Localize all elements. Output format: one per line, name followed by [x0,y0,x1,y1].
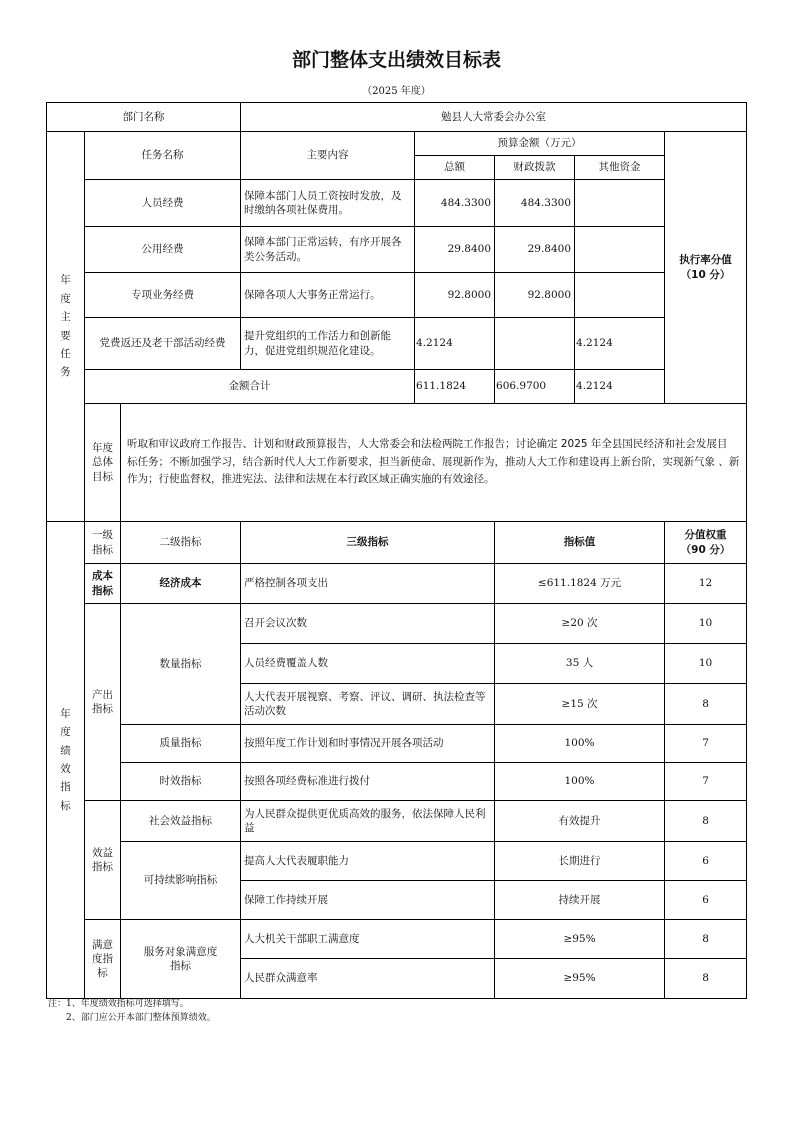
indicator-level3: 召开会议次数 [241,604,495,644]
output-level1 [85,604,121,801]
indicator-level3: 提高人大代表履职能力 [241,842,495,881]
goal-label [85,404,121,522]
indicator-row [47,604,747,644]
col-indicator-value: 指标值 [495,522,665,564]
indicator-weight: 10 [665,604,747,644]
task-fiscal: 484.3300 [495,180,575,227]
task-row [47,180,747,227]
benefit-level1-text: 效益 指标 [92,846,113,873]
col-budget-amount: 预算金额（万元） [415,132,665,156]
task-fiscal: 92.8000 [495,273,575,318]
indicator-value: 35 人 [495,644,665,684]
cost-level1 [85,564,121,604]
sum-fiscal: 606.9700 [495,370,575,404]
footnote: 注：1、年度绩效指标可选择填写。 [48,999,189,1009]
satisfaction-level2-text: 服务对象满意度 指标 [143,945,218,972]
task-row [47,227,747,273]
task-other [575,180,665,227]
indicator-row [47,725,747,763]
indicator-weight: 7 [665,763,747,801]
indicator-value: 有效提升 [495,801,665,842]
indicator-level3: 保障工作持续开展 [241,881,495,920]
col-fiscal: 财政拨款 [495,156,575,180]
indicator-level3: 为人民群众提供更优质高效的服务，依法保障人民利益 [241,801,495,842]
quantity-level2: 数量指标 [121,604,241,725]
sum-total: 611.1824 [415,370,495,404]
indicator-level3: 按照各项经费标准进行拨付 [241,763,495,801]
indicator-level3: 人员经费覆盖人数 [241,644,495,684]
indicator-weight: 10 [665,644,747,684]
cost-row [47,564,747,604]
satisfaction-level2 [121,920,241,999]
benefit-level1 [85,801,121,920]
col-level1-text: 一级 指标 [92,529,113,556]
task-content: 保障本部门人员工资按时发放，及时缴纳各项社保费用。 [241,180,415,227]
social-level2: 社会效益指标 [121,801,241,842]
output-level1-text: 产出 指标 [92,688,113,715]
task-total: 92.8000 [415,273,495,318]
indicator-row [47,763,747,801]
indicator-value: 100% [495,763,665,801]
task-row [47,318,747,370]
task-name: 人员经费 [85,180,241,227]
task-sum-row [47,370,747,404]
timeliness-level2: 时效指标 [121,763,241,801]
task-content: 保障本部门正常运转，有序开展各类公务活动。 [241,227,415,273]
goal-label-text: 年度 总体 目标 [92,442,113,483]
indicator-value: 持续开展 [495,881,665,920]
task-name: 专项业务经费 [85,273,241,318]
task-content: 保障各项人大事务正常运行。 [241,273,415,318]
indicator-level3: 人大机关干部职工满意度 [241,920,495,959]
task-name: 党费返还及老干部活动经费 [85,318,241,370]
task-total: 4.2124 [415,318,495,370]
indicator-value: ≥95% [495,959,665,999]
cost-weight: 12 [665,564,747,604]
tasks-section-text: 年 度 主 要 任 务 [60,274,71,379]
indicator-row [47,801,747,842]
dept-row [47,103,747,132]
indicators-section-label [47,522,85,999]
performance-table [46,102,747,999]
col-other: 其他资金 [575,156,665,180]
goal-row [47,404,747,522]
indicator-value: ≥20 次 [495,604,665,644]
task-fiscal: 29.8400 [495,227,575,273]
indicator-weight: 6 [665,842,747,881]
indicator-weight: 8 [665,920,747,959]
indicator-weight: 7 [665,725,747,763]
tasks-header-row [47,132,747,156]
exec-rate-label [665,132,747,404]
indicator-level3: 按照年度工作计划和时事情况开展各项活动 [241,725,495,763]
col-level1 [85,522,121,564]
satisfaction-level1-text: 满意 度指 标 [92,938,113,980]
footnote: 2、部门应公开本部门整体预算绩效。 [66,1012,216,1023]
footnotes [48,998,216,1026]
page-title: 部门整体支出绩效目标表 [291,49,501,71]
indicator-value: 100% [495,725,665,763]
sum-label: 金额合计 [85,370,415,404]
indicators-section-text: 年 度 绩 效 指 标 [60,707,71,812]
sustain-level2: 可持续影响指标 [121,842,241,920]
task-content: 提升党组织的工作活力和创新能 力，促进党组织规范化建设。 [241,318,415,370]
col-main-content: 主要内容 [241,132,415,180]
indicator-value: ≥15 次 [495,684,665,725]
cost-level2: 经济成本 [121,564,241,604]
cost-value: ≤611.1824 万元 [495,564,665,604]
tasks-section-label [47,132,85,522]
task-other [575,227,665,273]
col-total: 总额 [415,156,495,180]
exec-rate-text: 执行率分值 （10 分） [679,254,732,281]
task-other: 4.2124 [575,318,665,370]
dept-name: 勉县人大常委会办公室 [241,103,747,132]
col-weight-text: 分值权重 （90 分） [680,529,731,556]
indicator-weight: 8 [665,959,747,999]
task-total: 484.3300 [415,180,495,227]
task-fiscal [495,318,575,370]
indicator-level3: 人大代表开展视察、考察、评议、调研、执法检查等活动次数 [241,684,495,725]
indicator-level3: 人民群众满意率 [241,959,495,999]
cost-level3: 严格控制各项支出 [241,564,495,604]
col-level2: 二级指标 [121,522,241,564]
col-weight [665,522,747,564]
indicator-row [47,920,747,959]
goal-text: 听取和审议政府工作报告、计划和财政预算报告，人大常委会和法检两院工作报告；讨论确定 2025 年全县国民经济和社会发展目 标任务；不断加强学习，结合新时代人大工作新要求，担当新使命、展现新作为，推动人大工作和建设再上新台阶，实现新气象 、新作为；行使监督权，推进宪法、法律和法规在本行政区域正确实施的有效途径。 [121,404,747,522]
indicator-value: ≥95% [495,920,665,959]
indicator-weight: 8 [665,684,747,725]
task-other [575,273,665,318]
col-level3: 三级指标 [241,522,495,564]
indicator-weight: 8 [665,801,747,842]
indicator-value: 长期进行 [495,842,665,881]
col-task-name: 任务名称 [85,132,241,180]
task-name: 公用经费 [85,227,241,273]
indicator-weight: 6 [665,881,747,920]
indicator-row [47,842,747,881]
cost-level1-text: 成本 指标 [92,570,113,597]
indicators-header-row [47,522,747,564]
sum-other: 4.2124 [575,370,665,404]
satisfaction-level1 [85,920,121,999]
task-total: 29.8400 [415,227,495,273]
dept-label: 部门名称 [47,103,241,132]
quality-level2: 质量指标 [121,725,241,763]
year-label: （2025 年度） [362,86,431,97]
task-row [47,273,747,318]
